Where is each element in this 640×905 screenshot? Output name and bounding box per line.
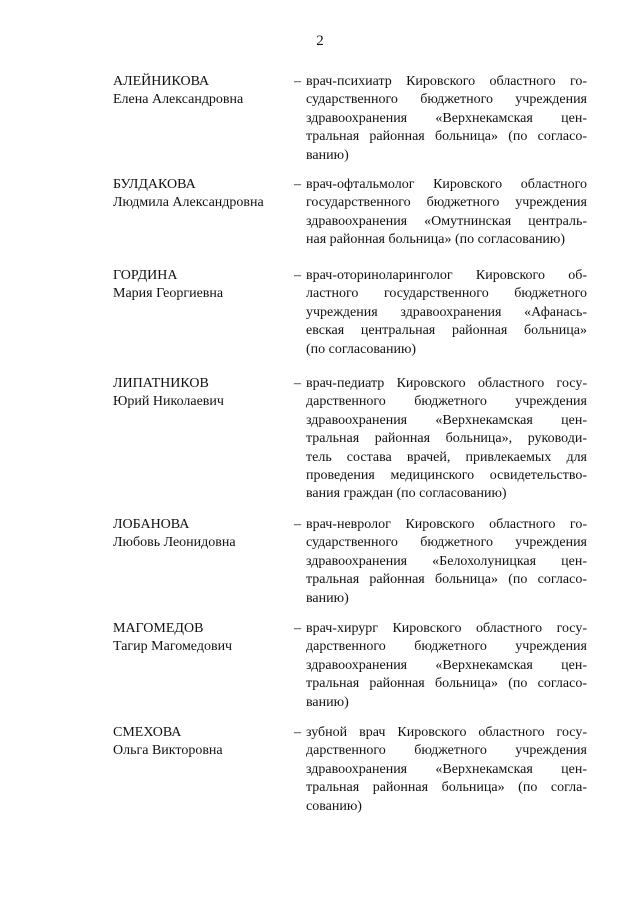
- person-surname: БУЛДАКОВА: [113, 177, 196, 192]
- person-surname: ГОРДИНА: [113, 268, 178, 283]
- person-surname: ЛИПАТНИКОВ: [113, 376, 209, 391]
- position-description: [306, 375, 587, 504]
- dash-separator: –: [294, 177, 301, 192]
- description-line: сударственного бюджетного учреждения: [306, 535, 587, 551]
- description-line: ванию): [306, 590, 349, 606]
- description-line: дарственного бюджетного учреждения: [306, 743, 587, 759]
- dash-separator: –: [294, 268, 301, 283]
- dash-separator: –: [294, 517, 301, 532]
- description-line: здравоохранения «Верхнекамская цен-: [306, 412, 587, 428]
- description-line: врач-офтальмолог Кировского областного: [306, 177, 587, 192]
- description-line: тральная районная больница» (по согласо-: [306, 676, 587, 692]
- person-given-name: Людмила Александровна: [113, 195, 264, 211]
- dash-separator: –: [294, 376, 301, 391]
- person-surname: СМЕХОВА: [113, 725, 182, 740]
- description-line: здравоохранения «Верхнекамская цен-: [306, 110, 587, 126]
- person-surname: АЛЕЙНИКОВА: [113, 74, 210, 89]
- description-line: здравоохранения «Омутнинская централь-: [306, 213, 587, 229]
- description-line: зубной врач Кировского областного госу-: [306, 725, 587, 740]
- description-line: здравоохранения «Верхнекамская цен-: [306, 761, 587, 777]
- description-line: здравоохранения «Верхнекамская цен-: [306, 657, 587, 673]
- person-given-name: Юрий Николаевич: [113, 394, 224, 410]
- description-line: здравоохранения «Белохолуницкая цен-: [306, 553, 587, 569]
- description-line: (по согласованию): [306, 341, 417, 357]
- description-line: ванию): [306, 694, 349, 710]
- description-line: врач-хирург Кировского областного госу-: [306, 621, 587, 636]
- person-name: [113, 516, 288, 553]
- description-line: врач-психиатр Кировского областного го-: [306, 74, 587, 89]
- position-description: [306, 267, 587, 359]
- position-description: [306, 516, 587, 608]
- dash-separator: –: [294, 725, 301, 740]
- description-line: тральная районная больница» (по согласо-: [306, 129, 587, 145]
- person-given-name: Тагир Магомедович: [113, 639, 233, 655]
- description-line: тральная районная больница», руководи-: [306, 431, 587, 447]
- page-number: 2: [316, 33, 324, 49]
- description-line: врач-невролог Кировского областного го-: [306, 517, 587, 532]
- description-line: тральная районная больница» (по согласо-: [306, 572, 587, 588]
- description-line: дарственного бюджетного учреждения: [306, 394, 587, 410]
- description-line: ванию): [306, 147, 349, 163]
- description-line: ная районная больница» (по согласованию): [306, 232, 566, 248]
- description-line: сованию): [306, 798, 362, 814]
- person-name: [113, 375, 288, 412]
- description-line: дарственного бюджетного учреждения: [306, 639, 587, 655]
- person-given-name: Любовь Леонидовна: [113, 535, 236, 551]
- position-description: [306, 73, 587, 165]
- description-line: проведения медицинского освидетельство-: [306, 468, 587, 484]
- description-line: врач-педиатр Кировского областного госу-: [306, 376, 587, 391]
- description-line: врач-оториноларинголог Кировского об-: [306, 268, 587, 283]
- person-given-name: Елена Александровна: [113, 92, 244, 108]
- person-given-name: Ольга Викторовна: [113, 743, 223, 759]
- description-line: сударственного бюджетного учреждения: [306, 92, 587, 108]
- position-description: [306, 724, 587, 816]
- person-name: [113, 176, 288, 213]
- person-name: [113, 724, 288, 761]
- person-surname: МАГОМЕДОВ: [113, 621, 204, 636]
- position-description: [306, 620, 587, 712]
- person-name: [113, 620, 288, 657]
- dash-separator: –: [294, 74, 301, 89]
- description-line: вания граждан (по согласованию): [306, 486, 507, 502]
- description-line: тральная районная больница» (по согла-: [306, 780, 587, 796]
- dash-separator: –: [294, 621, 301, 636]
- description-line: учреждения здравоохранения «Афанась-: [306, 304, 587, 320]
- description-line: ластного государственного бюджетного: [306, 286, 587, 302]
- person-name: [113, 267, 288, 304]
- position-description: [306, 176, 587, 250]
- person-surname: ЛОБАНОВА: [113, 517, 190, 532]
- person-given-name: Мария Георгиевна: [113, 286, 224, 302]
- description-line: евская центральная районная больница»: [306, 323, 587, 339]
- description-line: государственного бюджетного учреждения: [306, 195, 587, 211]
- description-line: тель состава врачей, привлекаемых для: [306, 449, 587, 465]
- person-name: [113, 73, 288, 110]
